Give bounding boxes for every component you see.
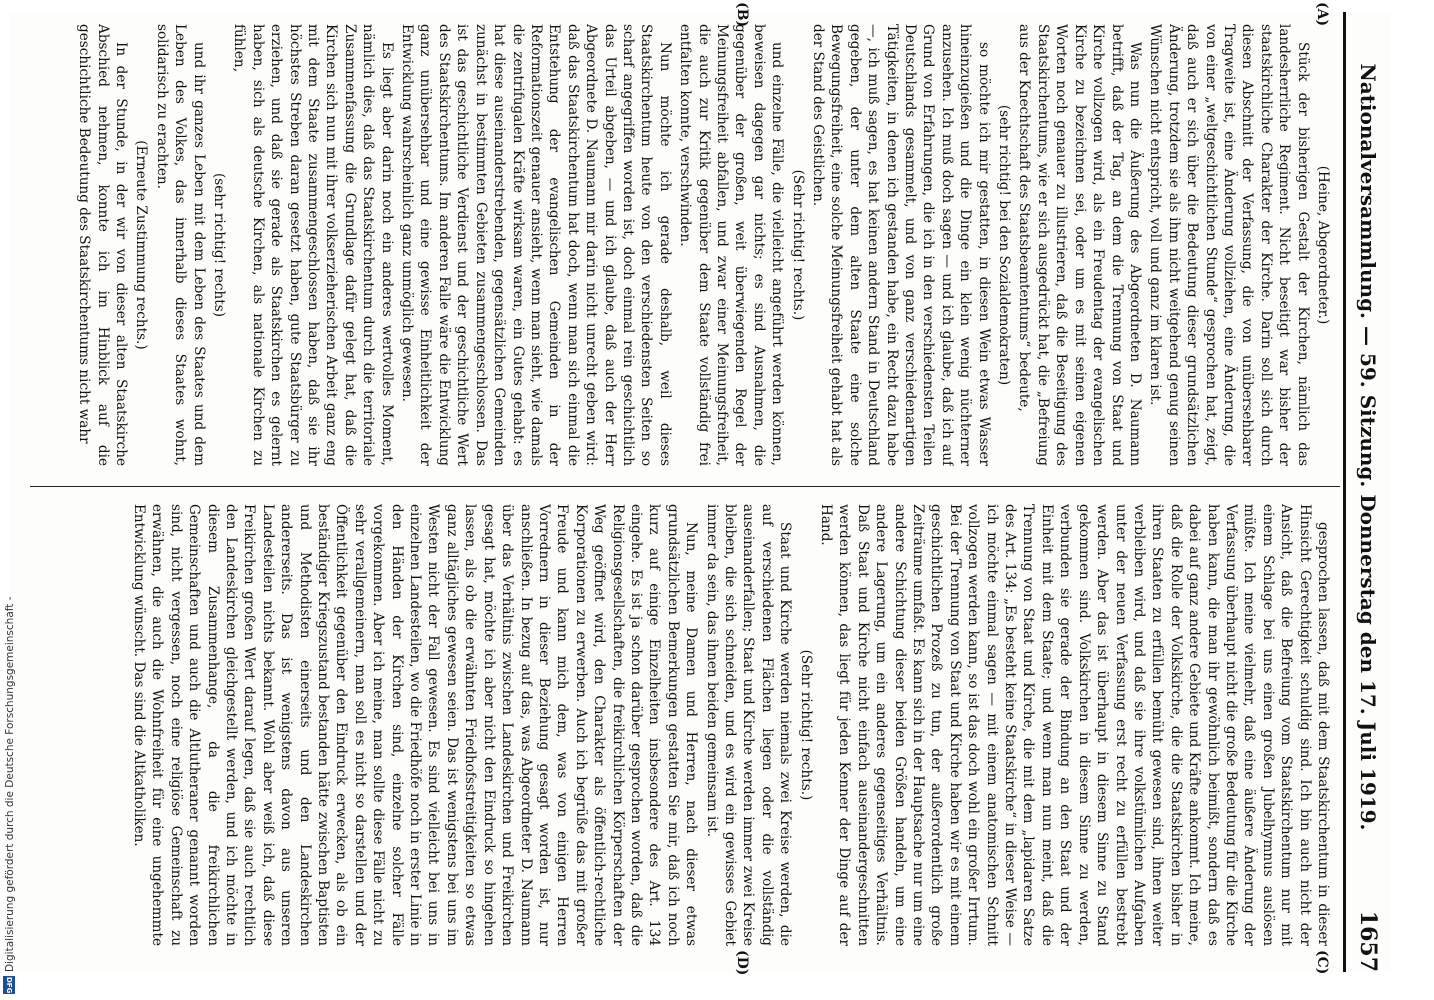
- digitization-credit-text: Digitalisierung gefördert durch die Deutsche Forschungsgemeinschaft -: [4, 596, 16, 972]
- paragraph: Nun, meine Damen und Herren, nach dieser etwas grundsätzlichen Bemerkungen gestatten Sie mir, daß ich noch kurz auf einige Einzelheiten insbesondere des Art. 134 eingehe. Es ist ja schon darüber gesprochen worden, daß die Religionsgesellschaften, die freikirchlichen Körperschaften der Weg geöffnet wird, den Charakter als öffentlich-rechtliche Korporationen zu erwerben. Auch ich begrüße das mit großer Freude und kann mich dem, was von einigen Herren Vorrednern in dieser Beziehung gesagt worden ist, nur anschließen. In bezug auf das, was Abgeordneter D. Naumann über das Verhältnis zwischen Landeskirchen und Freikirchen gesagt hat, möchte ich aber nicht den Eindruck so hingehen lassen, als ob die erwähnten Friedhofsstreitigkeiten so etwas ganz alltägliches gewesen seien. Das ist wenigstens bei uns im Westen nicht der Fall gewesen. Es sind vielleicht bei uns in einzelnen Landesteilen, wo die Friedhöfe noch in erster Linie in den Händen der Kirchen sind, einzelne solcher Fälle vorgekommen. Aber ich meine, man sollte diese Fälle nicht zu sehr verallgemeinern, man soll es nicht so darstellen und der Öffentlichkeit gegenüber den Eindruck erwecken, als ob ein beständiger Kriegszustand bestanden hätte zwischen Baptisten und Methodisten einerseits und den Landeskirchen andererseits. Das ist wenigstens davon aus unseren Landesteilen nichts bekannt. Wohl aber weiß ich, daß diese Freikirchen großen Wert darauf legen, daß sie auch rechtlich den Landeskirchen gleichgestellt werden, und ich möchte in diesem Zusammenhange, da die freikirchlichen Gemeinschaften und auch die Altlutheraner genannt worden sind, nicht vergessen, noch eine religiöse Gemeinschaft zu erwähnen, die auch die Wohnfreiheit für eine ungehemmte Entwicklung wünscht. Das sind die Altkatholiken.: [131, 504, 700, 946]
- paragraph: gesprochen lassen, daß mit dem Staatskirchentum in dieser Hinsicht Gerechtigkeit schuldig sind. Ich bin auch nicht der Ansicht, daß die Befreiung vom Staatskirchentum nur mit einem Schlage bei uns einen großen Jubelhymnus auslösen müßte. Ich meine vielmehr, daß eine äußere Änderung der Verfassung überhaupt nicht die große Bedeutung für die Kirche haben kann, die man ihr gewöhnlich beimißt, sondern daß es dabei auf ganz andere Gebiete und Kräfte ankommt. Ich meine, daß die Rolle der Volkskirche, die die Staatskirchen bisher in ihren Staaten zu erfüllen bemüht gewesen sind, ihnen weiter verbleiben wird, und daß sie ihre volkstümlichen Aufgaben unter der neuen Verfassung erst recht zu erfüllen bestrebt werden. Aber das ist überhaupt in diesem Sinne zu Stand gekommen sind. Volkskirchen in diesem Sinne zu werden, verbunden sie gerade der Bindung an den Staat und der Einheit mit dem Staate; und wenn man nun meint, daß die Trennung von Staat und Kirche, die mit dem „lapidaren Satze des Art. 134: „Es besteht keine Staatskirche“ in dieser Weise — ich möchte einmal sagen — mit einem anatomischen Schnitt vollzogen werden kann, so ist das doch wohl ein großer Irrtum. Bei der Trennung von Staat und Kirche haben wir es mit einem geschichtlichen Prozeß zu tun, der außerordentlich große Zeiträume umfaßt. Es kann sich in der Hauptsache nur um eine andere Schichtung dieser beiden Größen handeln, um eine andere Lagerung, um ein anderes gegenseitiges Verhältnis. Daß Staat und Kirche nicht einfach auseinandergeschnitten werden können, das liegt für jeden Kenner der Dinge auf der Hand.: [818, 504, 1331, 946]
- paragraph: Es liegt aber darin noch ein anderes wertvolles Moment, nämlich dies, daß das Staatskirchentum durch die territoriale Zusammenfassung die Grundlage dafür gelegt hat, daß die Kirchen sich nun mit ihrer volkserzieherischen Arbeit ganz eng mit dem Staate zusammengeschlossen haben, daß sie ihr höchstes Streben daran gesetzt haben, gute Staatsbürger zu erziehen, und daß sie gerade als Staatskirchen es gelernt haben, sich als deutsche Kirchen, als nationale Kirchen zu fühlen,: [231, 24, 395, 466]
- paragraph: Staat und Kirche werden niemals zwei Kreise werden, die auf verschiedenen Flächen liegen oder die vollständig auseinanderfallen; Staat und Kirche werden immer zwei Kreise bleiben, die sich schneiden, und es wird ein gewisses Gebiet immer da sein, das ihnen beiden gemeinsam ist.: [703, 504, 794, 946]
- paragraph: und ihr ganzes Leben mit dem Leben des Staates und dem Leben des Volkes, das innerhalb dieses Staates wohnt, solidarisch zu erachten.: [153, 24, 207, 466]
- document-page: [10, 2, 1390, 976]
- page-header: [1343, 12, 1390, 972]
- page-number: 1657: [1355, 910, 1381, 972]
- margin-marker-c: (C): [1314, 950, 1330, 975]
- paragraph: Stück der bisherigen Gestalt der Kirchen, nämlich das landesherrliche Regiment. Nicht beseitigt war bisher der staatskirchliche Charakter der Kirche. Darin soll sich durch diesen Abschnitt der Verfassung, die von unübersehbarer Tragweite ist, eine Änderung vollziehen, eine Änderung, die von einer „weltgeschichtlichen Stunde“ gesprochen hat, zeigt, daß auch er sich über die Bedeutung dieser grundsätzlichen Änderung, trotzdem sie als ihm nicht weitgehend genug seinen Wünschen nicht entspricht, voll und ganz im klaren ist.: [1147, 24, 1311, 466]
- paragraph: (sehr richtig! rechts): [211, 172, 228, 318]
- paragraph: so möchte ich mir gestatten, in diesen Wein etwas Wasser hineinzugießen und die Dinge ein klein wenig nüchterner anzusehen. Ich muß doch sagen — und ich glaube, daß ich auf Grund von Erfahrungen, die ich in den verschiedensten Teilen Deutschlands gesammelt, und von ganz verschiedenartigen Tätigkeiten, in denen ich gestanden habe, ein Recht dazu habe —, ich muß sagen, es hat keinen andern Stand in Deutschland gegeben, der unter dem alten Staate eine solche Bewegungsfreiheit, eine solche Meinungsfreiheit gehabt hat als der Stand des Geistlichen.: [810, 24, 992, 466]
- column-divider: [30, 486, 1340, 487]
- margin-marker-d: (D): [734, 950, 750, 976]
- paragraph: (Heine, Abgeordneter.): [1315, 165, 1331, 325]
- paragraph: (Erneute Zustimmung rechts.): [133, 140, 150, 350]
- margin-marker-b: (B): [734, 2, 750, 28]
- text-column-right: [32, 504, 1332, 946]
- paragraph: und einzelne Fälle, die vielleicht angeführt werden können, beweisen dagegen gar nichts; es sind Ausnahmen, die gegenüber der großen, weit überwiegenden Regel der Meinungsfreiheit abfallen, und zwar einer Meinungsfreiheit, die auch zur Kritik gegenüber dem Staate vollständig frei entfalten konnte, verschwinden.: [677, 24, 786, 466]
- paragraph: In der Stunde, in der wir von dieser alten Staatskirche Abschied nehmen, konnte ich im Hinblick auf die geschichtliche Bedeutung des Staatskirchentums nicht wahr: [76, 24, 129, 466]
- paragraph: Nun möchte ich gerade deshalb, weil dieses Staatskirchentum heute von den verschiedensten Seiten so scharf angegriffen worden ist, doch einmal rein geschichtlich das Urteil abgeben, — und ich glaube, daß auch der Herr Abgeordnete D. Naumann mir darin nicht unrecht geben wird: daß das Staatskirchentum hat doch, wenn man sich einmal die Entstehung der evangelischen Gemeinden in der Reformationszeit genauer ansieht, wenn man sieht, wie damals die zentrifugalen Kräfte wirksam waren, ein Gutes gehabt: es hat diese auseinanderstrebenden, gegensätzlichen Gemeinden zunächst in bestimmten Gebieten zusammengeschlossen. Das ist das geschichtliche Verdienst und der geschichtliche Wert des Staatskirchentums. Im anderen Falle wäre die Entwicklung ganz unübersehbar und eine gewisse Einheitlichkeit der Entwicklung wahrscheinlich ganz unmöglich gewesen.: [399, 24, 673, 466]
- margin-marker-a: (A): [1314, 2, 1330, 27]
- text-column-left: [32, 24, 1332, 466]
- page-header-title: Nationalversammlung. — 59. Sitzung. Donnerstag den 17. Juli 1919.: [1356, 63, 1380, 831]
- digitization-credit: [2, 376, 16, 996]
- paragraph: Was nun die Äußerung des Abgeordneten D. Naumann betrifft, daß der Tag, an dem die Trennung von Staat und Kirche vollzogen wird, als ein Freudentag der evangelischen Kirche zu bezeichnen sei, oder um es mit seinen eigenen Worten noch genauer zu illustrieren, daß die Beseitigung des Staatskirchentums, wie er sich ausgedrückt hat, die „Befreiung aus der Knechtschaft des Staatsbeamtentums“ bedeute,: [1016, 24, 1143, 466]
- paragraph: (Sehr richtig! rechts.): [789, 169, 806, 321]
- dfg-logo: DFG: [5, 976, 13, 994]
- paragraph: (sehr richtig! bei den Sozialdemokraten): [996, 104, 1013, 386]
- paragraph: (Sehr richtig! rechts.): [797, 649, 814, 801]
